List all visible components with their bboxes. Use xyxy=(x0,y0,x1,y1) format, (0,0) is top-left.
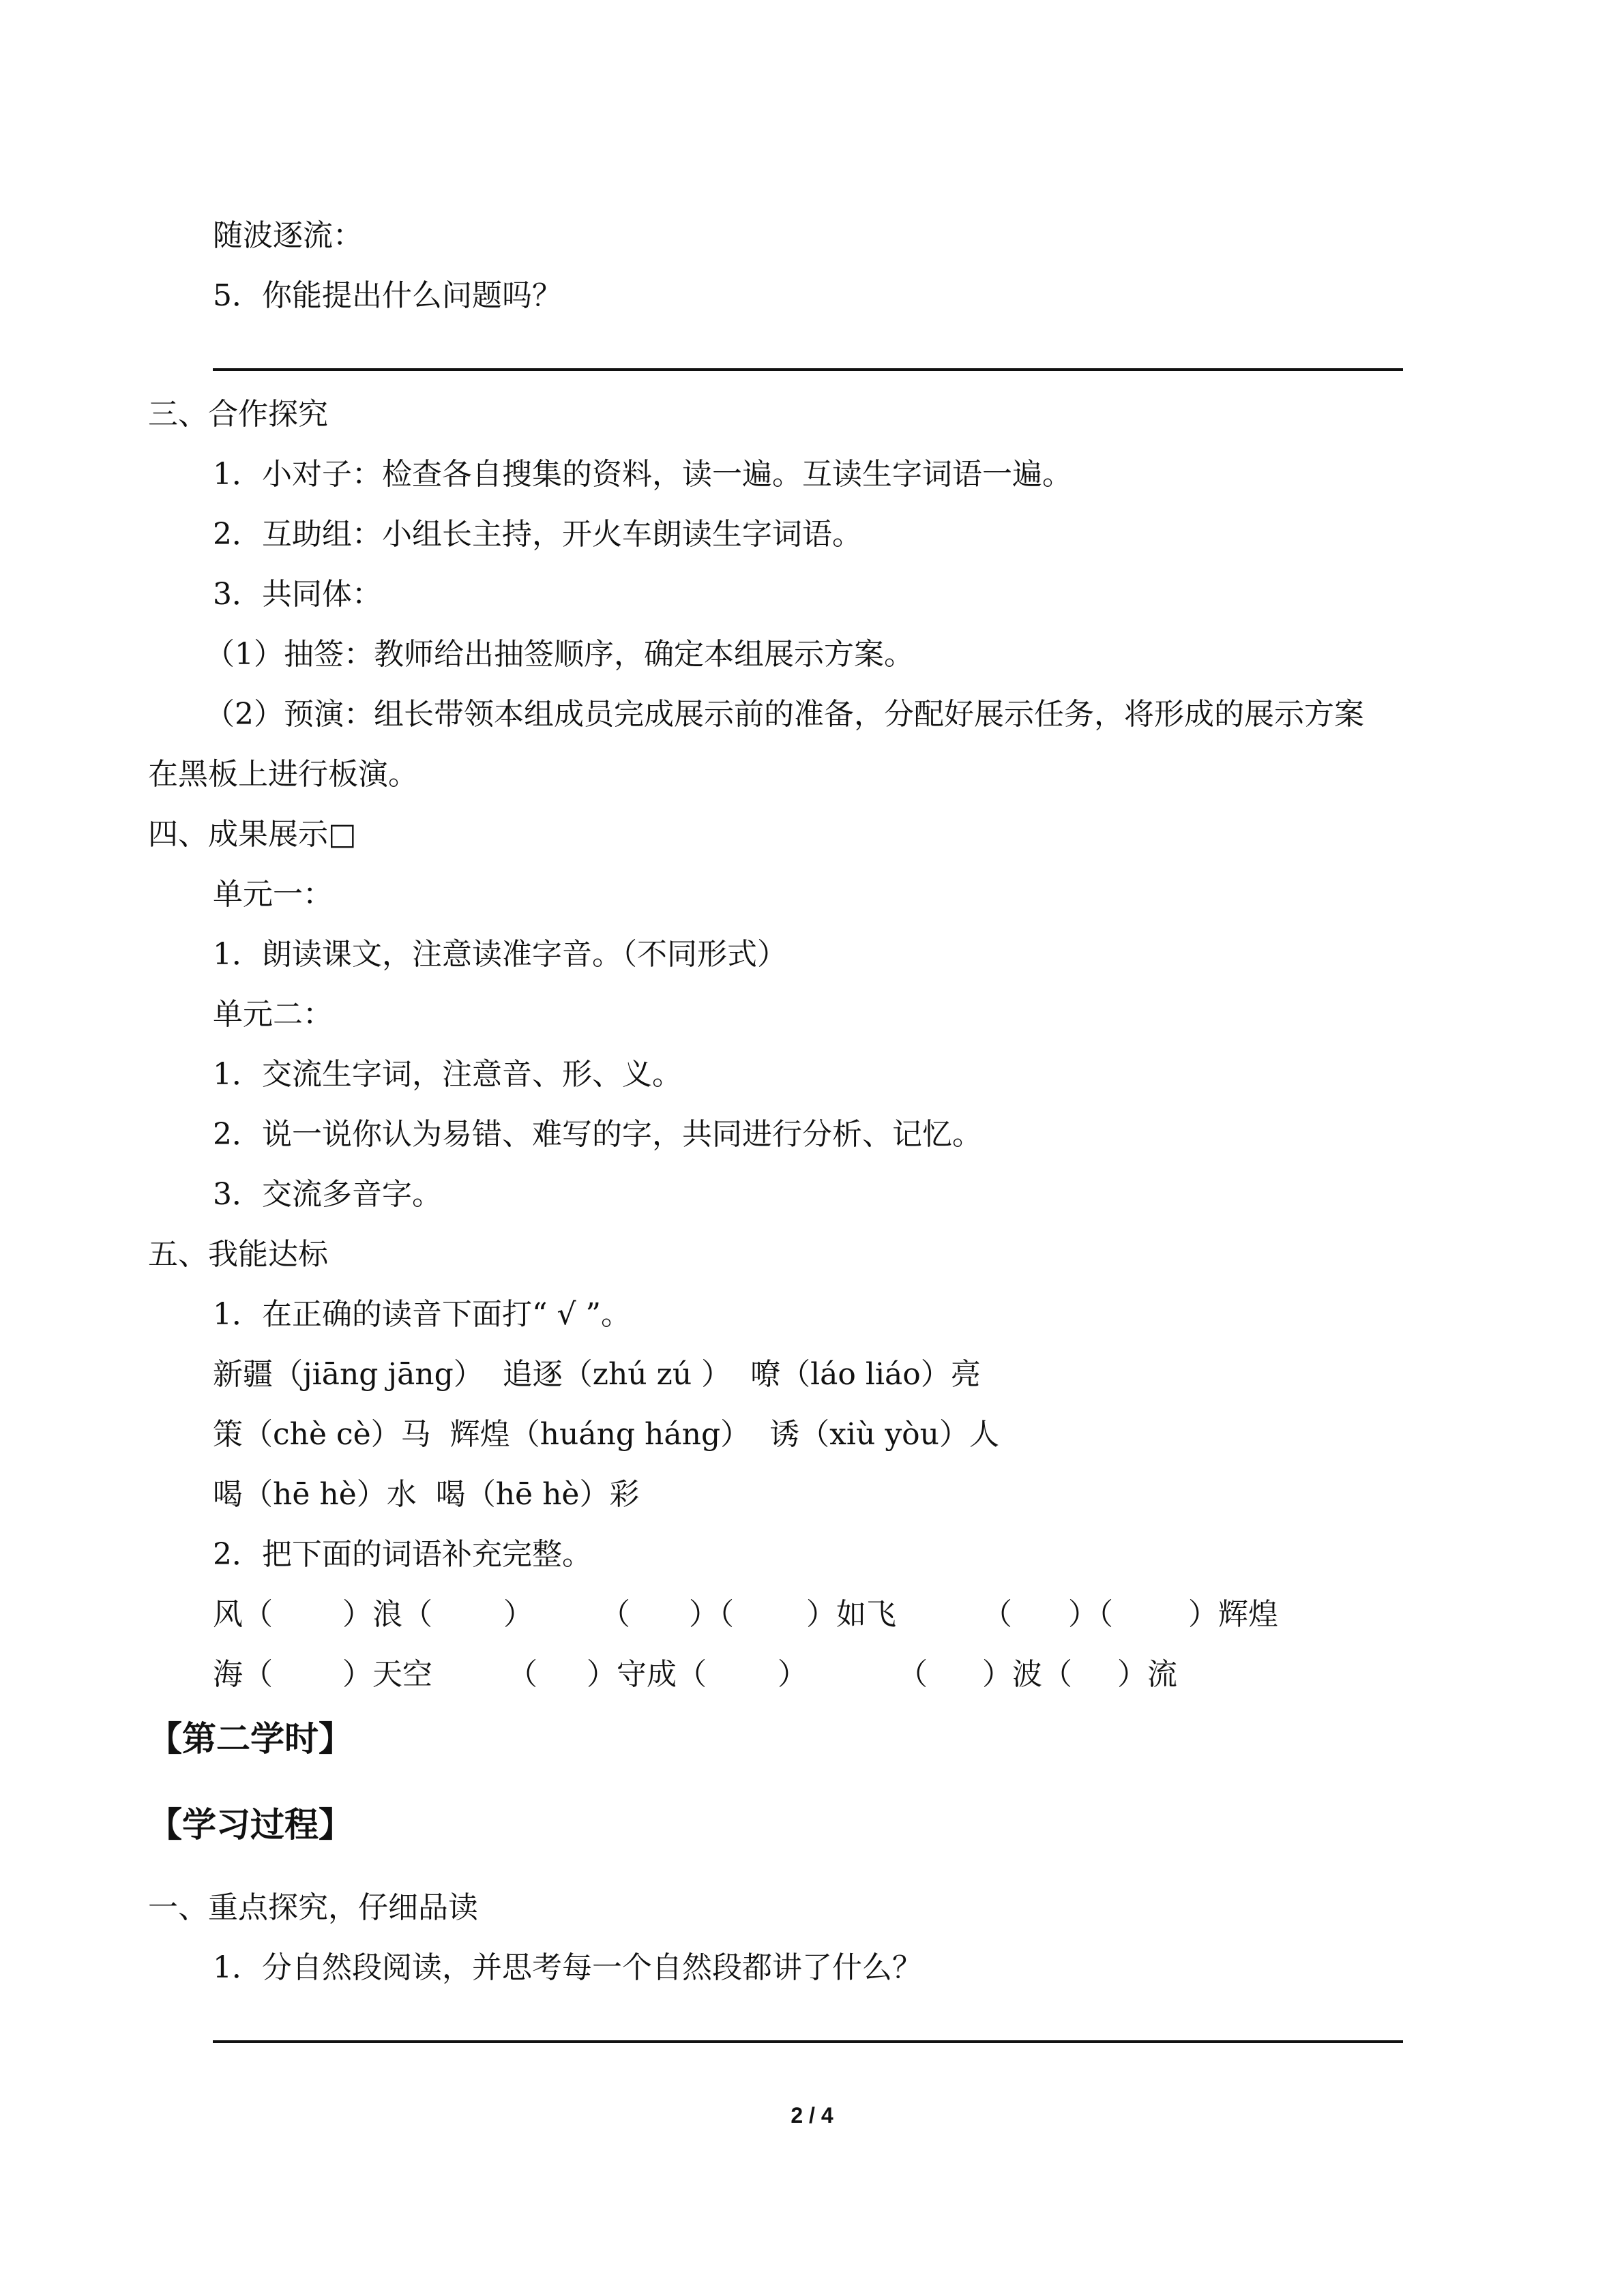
fill-row1-part: ）辉煌 xyxy=(1188,1597,1278,1632)
item-3-1: 1．小对子：检查各自搜集的资料，读一遍。互读生字词语一遍。 xyxy=(213,457,1072,492)
section-heading-3: 三、合作探究 xyxy=(148,397,328,432)
fill-row2-part: 海（ xyxy=(213,1657,273,1692)
question-5: 5．你能提出什么问题吗？ xyxy=(213,278,562,313)
pinyin-row-2: 策（chè cè）马 辉煌（huáng háng） 诱（xiù yòu）人 xyxy=(213,1417,1000,1452)
fill-row2-part: （ xyxy=(898,1657,928,1692)
fill-row1-part: 风（ xyxy=(213,1597,273,1632)
fill-row1-part: ）如飞 xyxy=(806,1597,896,1632)
heading-second-period: 【第二学时】 xyxy=(148,1719,353,1759)
fill-row1-part: ）（ xyxy=(1068,1597,1113,1632)
fill-row1-part: （ xyxy=(982,1597,1012,1632)
item-3-3-a: （1）抽签：教师给出抽签顺序，确定本组展示方案。 xyxy=(205,637,914,672)
heading-learning-process: 【学习过程】 xyxy=(148,1805,353,1845)
item-3-3-b-line2: 在黑板上进行板演。 xyxy=(148,757,418,792)
fill-row2-part: （ xyxy=(507,1657,537,1692)
fill-row1-part: ） xyxy=(503,1597,533,1632)
fill-row2-part: ）天空 xyxy=(342,1657,432,1692)
exercise-2-instruction: 2．把下面的词语补充完整。 xyxy=(213,1537,592,1572)
fill-row1-part: （ xyxy=(600,1597,630,1632)
unit-2-item-3: 3．交流多音字。 xyxy=(213,1177,442,1212)
fill-row2-part: ）流 xyxy=(1117,1657,1177,1692)
fill-row2-part: ）波（ xyxy=(982,1657,1072,1692)
fill-row2-part: ） xyxy=(778,1657,808,1692)
answer-line xyxy=(213,368,1403,371)
pinyin-row-3: 喝（hē hè）水 喝（hē hè）彩 xyxy=(213,1477,640,1512)
section-heading-5: 五、我能达标 xyxy=(148,1237,328,1272)
pinyin-row-1: 新疆（jiāng jāng） 追逐（zhú zú ） 嘹（láo liáo）亮 xyxy=(213,1357,981,1392)
section-heading-1b: 一、重点探究，仔细品读 xyxy=(148,1890,478,1925)
answer-line xyxy=(213,2040,1403,2043)
unit-1-item-1: 1．朗读课文，注意读准字音。（不同形式） xyxy=(213,937,787,972)
exercise-1-instruction: 1．在正确的读音下面打“ √ ”。 xyxy=(213,1297,631,1332)
item-3-3-b-line1: （2）预演：组长带领本组成员完成展示前的准备，分配好展示任务，将形成的展示方案 xyxy=(205,697,1364,732)
unit-2-label: 单元二： xyxy=(213,997,333,1032)
term-suibozhuliu: 随波逐流： xyxy=(213,218,363,253)
page-number: 2 / 4 xyxy=(791,2103,833,2128)
unit-2-item-2: 2．说一说你认为易错、难写的字，共同进行分析、记忆。 xyxy=(213,1117,982,1152)
unit-2-item-1: 1．交流生字词，注意音、形、义。 xyxy=(213,1057,682,1092)
fill-row1-part: ）（ xyxy=(689,1597,734,1632)
section-heading-4: 四、成果展示□ xyxy=(148,817,357,852)
fill-row1-part: ）浪（ xyxy=(342,1597,432,1632)
item-3-3: 3．共同体： xyxy=(213,577,382,612)
item-1b-1: 1．分自然段阅读，并思考每一个自然段都讲了什么？ xyxy=(213,1950,922,1985)
unit-1-label: 单元一： xyxy=(213,877,333,912)
item-3-2: 2．互助组：小组长主持，开火车朗读生字词语。 xyxy=(213,517,862,552)
fill-row2-part: ）守成（ xyxy=(587,1657,707,1692)
